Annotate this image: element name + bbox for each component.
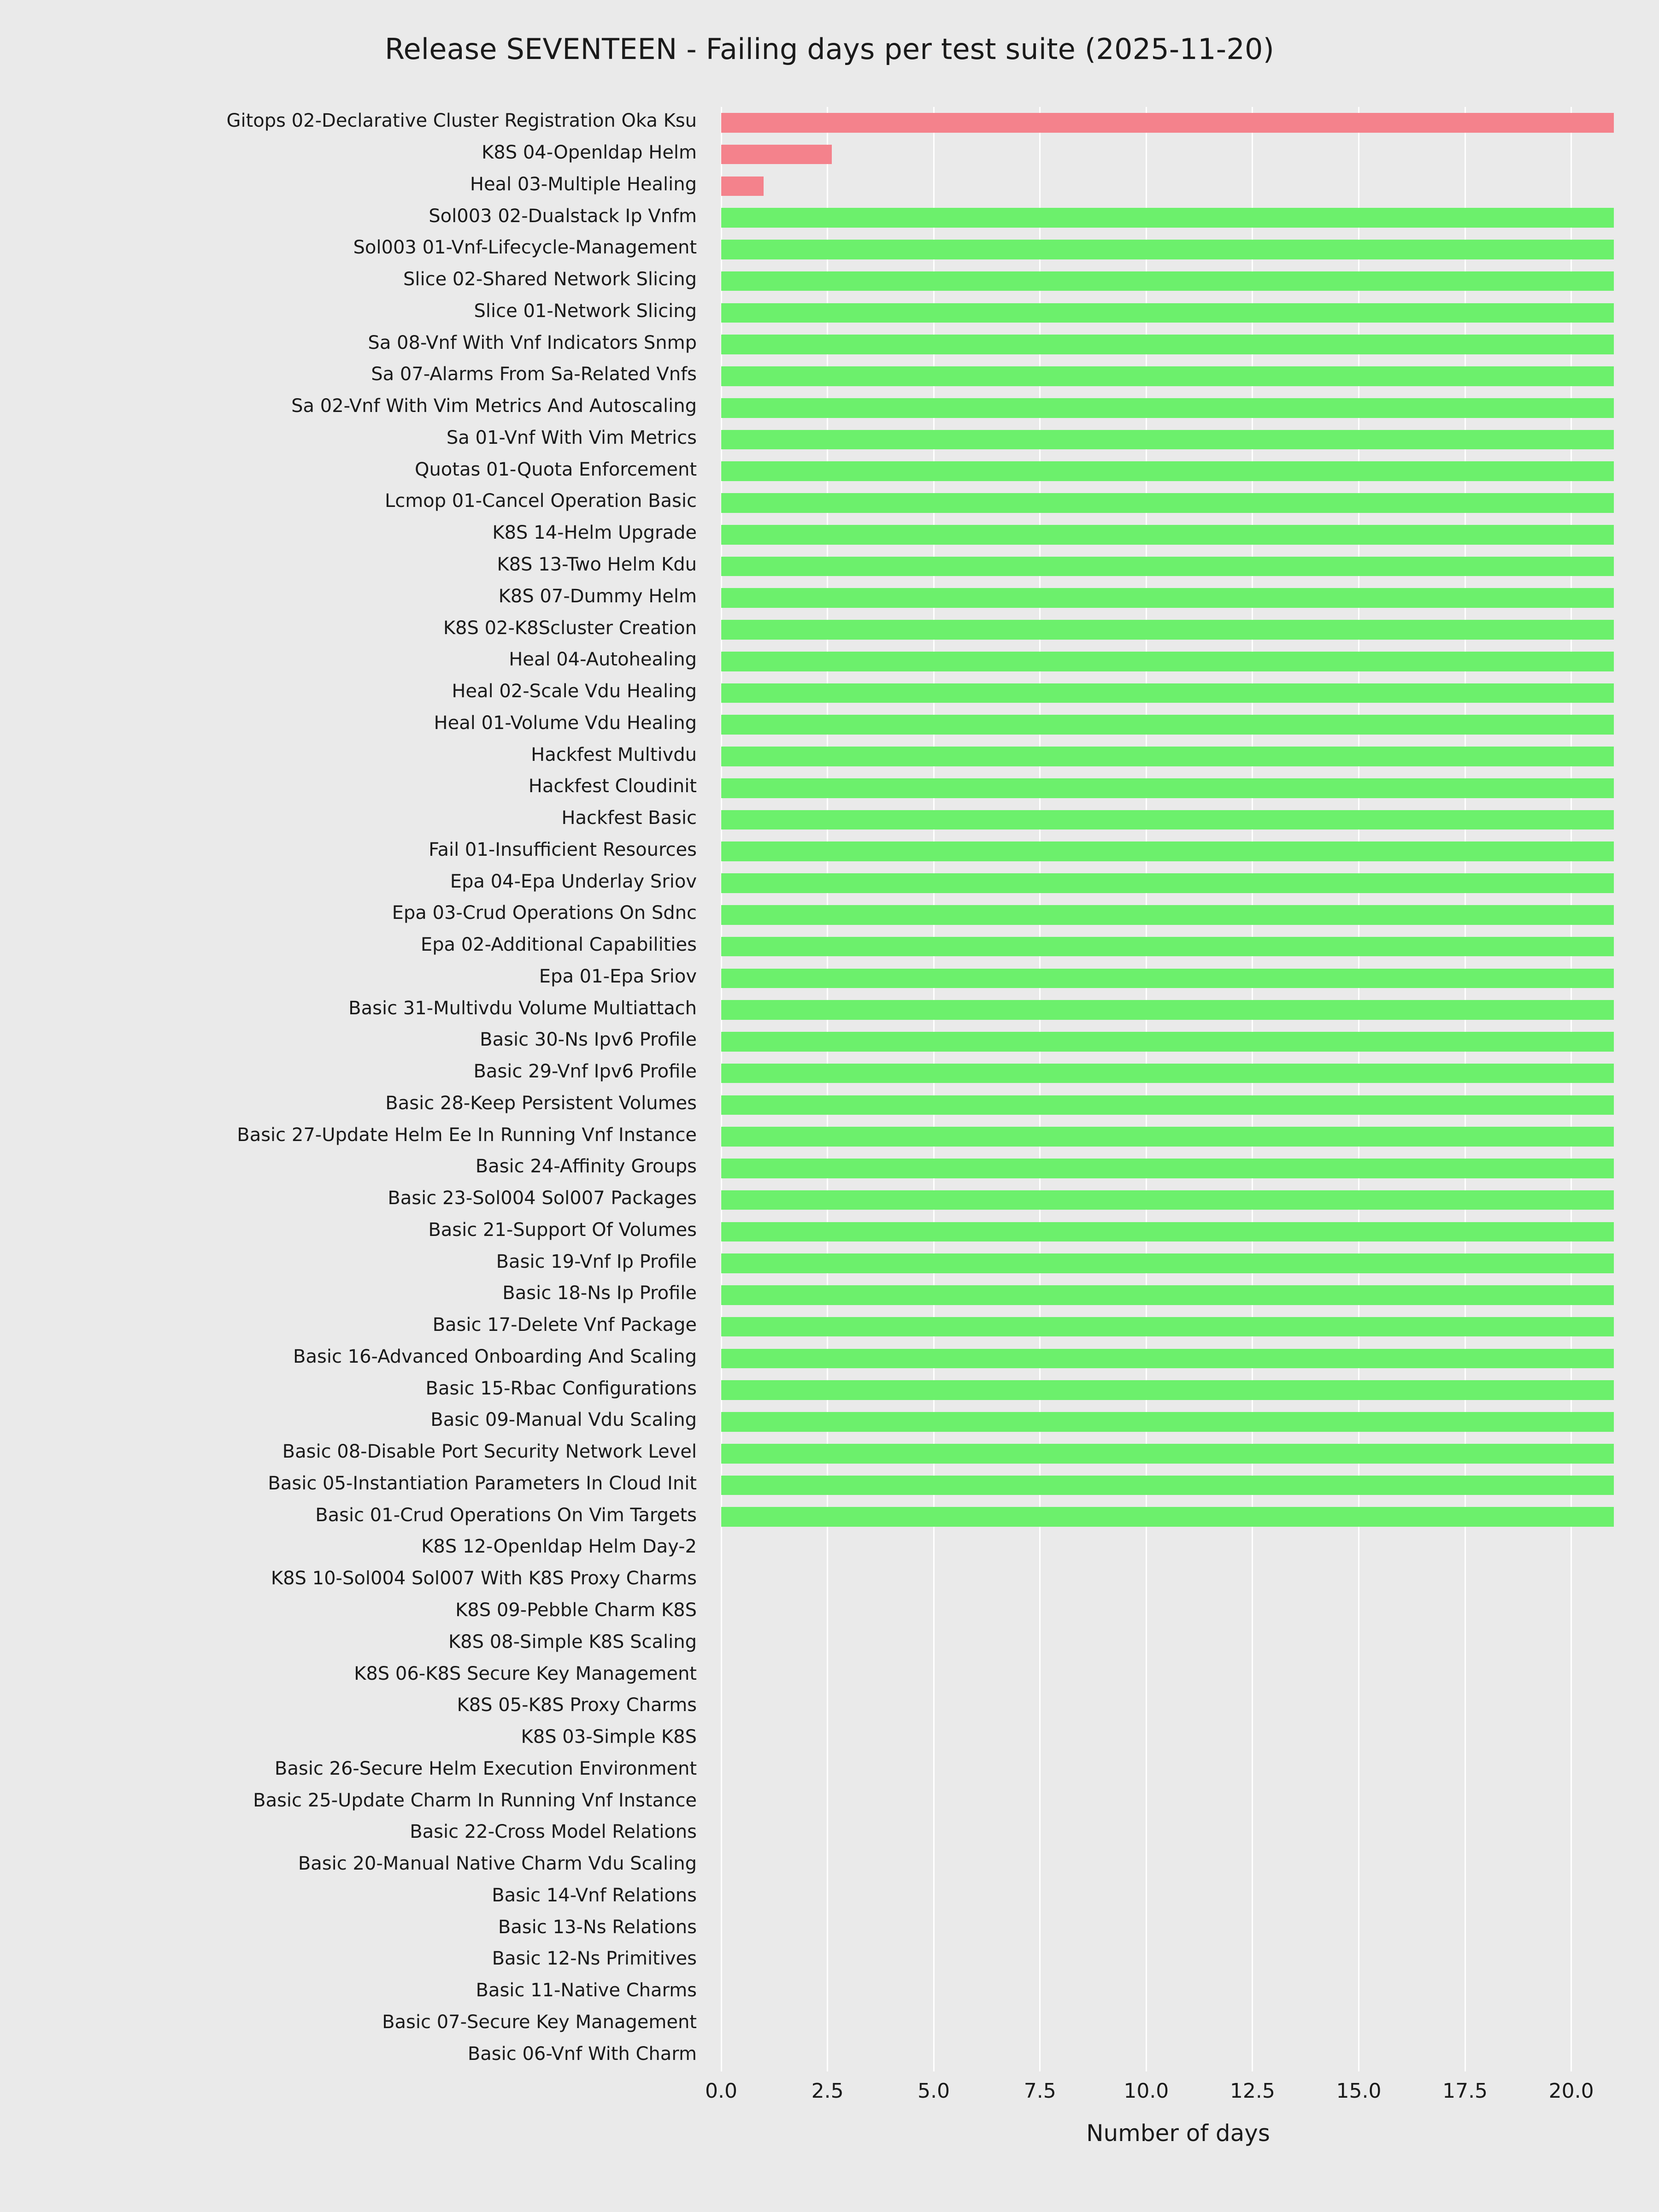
y-tick-label: Lcmop 01-Cancel Operation Basic (384, 490, 697, 512)
bar-row (721, 1539, 1635, 1559)
bar-row (721, 1285, 1635, 1305)
bar-row (721, 398, 1635, 418)
y-tick-label: Epa 02-Additional Capabilities (420, 934, 697, 956)
bar-row (721, 905, 1635, 925)
bar-row (721, 1665, 1635, 1685)
y-tick-label: Heal 04-Autohealing (509, 649, 697, 671)
y-tick-label: K8S 05-K8S Proxy Charms (457, 1694, 697, 1716)
bar (721, 1253, 1614, 1273)
y-tick-label: Basic 15-Rbac Configurations (425, 1377, 697, 1399)
bar (721, 1349, 1614, 1369)
bar-row (721, 1412, 1635, 1432)
y-tick-label: Basic 27-Update Helm Ee In Running Vnf Instance (237, 1124, 697, 1146)
bar (721, 1190, 1614, 1210)
bar-row (721, 1983, 1635, 2002)
bar-row (721, 525, 1635, 545)
bar-row (721, 1349, 1635, 1369)
bar-row (721, 113, 1635, 133)
bar-row (721, 588, 1635, 608)
bar (721, 208, 1614, 228)
bar (721, 937, 1614, 957)
bar (721, 620, 1614, 640)
bar (721, 1222, 1614, 1242)
x-tick-label: 0.0 (705, 2079, 737, 2103)
bar (721, 303, 1614, 323)
bar (721, 1444, 1614, 1464)
y-tick-label: K8S 02-K8Scluster Creation (443, 617, 697, 639)
bar (721, 810, 1614, 830)
y-tick-label: Sa 02-Vnf With Vim Metrics And Autoscaling (291, 395, 697, 417)
x-tick-label: 2.5 (811, 2079, 844, 2103)
bar-row (721, 176, 1635, 196)
y-tick-label: K8S 10-Sol004 Sol007 With K8S Proxy Charms (271, 1568, 697, 1589)
bar (721, 1380, 1614, 1400)
bar-row (721, 1476, 1635, 1495)
y-tick-label: Quotas 01-Quota Enforcement (414, 459, 697, 480)
bar-row (721, 461, 1635, 481)
bar-row (721, 1507, 1635, 1527)
bar-row (721, 683, 1635, 703)
bar-row (721, 969, 1635, 988)
y-tick-label: Basic 08-Disable Port Security Network Level (282, 1441, 697, 1463)
bar-row (721, 810, 1635, 830)
bar-row (721, 208, 1635, 228)
y-tick-label: Basic 11-Native Charms (476, 1980, 697, 2001)
bar (721, 841, 1614, 861)
y-tick-label: Basic 06-Vnf With Charm (467, 2043, 697, 2065)
x-tick-label: 20.0 (1548, 2079, 1594, 2103)
bar (721, 145, 832, 165)
bar-row (721, 2014, 1635, 2034)
y-tick-label: Basic 26-Secure Helm Execution Environment (274, 1758, 697, 1779)
y-tick-label: Slice 02-Shared Network Slicing (403, 269, 697, 290)
y-tick-label: Basic 23-Sol004 Sol007 Packages (388, 1188, 697, 1209)
bar-row (721, 1729, 1635, 1749)
y-tick-label: K8S 13-Two Helm Kdu (497, 553, 697, 575)
bar (721, 652, 1614, 671)
bar-row (721, 1888, 1635, 1907)
bar-row (721, 1919, 1635, 1939)
bar (721, 430, 1614, 450)
bar-row (721, 1127, 1635, 1147)
y-tick-label: Hackfest Cloudinit (528, 776, 697, 797)
chart-title: Release SEVENTEEN - Failing days per test suite (2025-11-20) (384, 32, 1275, 66)
y-tick-label: K8S 12-Openldap Helm Day-2 (421, 1536, 697, 1558)
y-tick-label: K8S 06-K8S Secure Key Management (354, 1663, 697, 1684)
bar-row (721, 1856, 1635, 1876)
y-tick-label: Basic 30-Ns Ipv6 Profile (480, 1029, 697, 1051)
bar-row (721, 1190, 1635, 1210)
y-tick-label: Basic 22-Cross Model Relations (410, 1821, 697, 1843)
bar-row (721, 557, 1635, 577)
bar-row (721, 715, 1635, 735)
y-tick-label: Basic 24-Affinity Groups (475, 1156, 697, 1177)
y-tick-label: Basic 17-Delete Vnf Package (432, 1314, 697, 1336)
bar-row (721, 620, 1635, 640)
y-tick-label: Heal 03-Multiple Healing (470, 173, 697, 195)
bar-row (721, 937, 1635, 957)
bar-row (721, 1760, 1635, 1780)
y-tick-label: Fail 01-Insufficient Resources (429, 839, 697, 860)
y-tick-label: Basic 09-Manual Vdu Scaling (430, 1409, 697, 1431)
bar-row (721, 1444, 1635, 1464)
y-tick-label: K8S 14-Helm Upgrade (492, 522, 697, 544)
bar-row (721, 430, 1635, 450)
bar (721, 1159, 1614, 1178)
y-tick-label: Epa 01-Epa Sriov (539, 965, 697, 987)
bar-row (721, 747, 1635, 766)
bar-row (721, 1571, 1635, 1590)
bar (721, 398, 1614, 418)
y-tick-label: Basic 18-Ns Ip Profile (502, 1282, 697, 1304)
y-tick-label: Basic 01-Crud Operations On Vim Targets (315, 1504, 697, 1526)
bar-row (721, 271, 1635, 291)
bar (721, 715, 1614, 735)
bar-row (721, 493, 1635, 513)
bar-row (721, 303, 1635, 323)
y-tick-label: Basic 20-Manual Native Charm Vdu Scaling (298, 1853, 697, 1875)
bar (721, 493, 1614, 513)
x-tick-label: 7.5 (1024, 2079, 1056, 2103)
bar-row (721, 1032, 1635, 1052)
y-tick-label: K8S 07-Dummy Helm (498, 585, 697, 607)
y-tick-label: Basic 14-Vnf Relations (492, 1884, 697, 1906)
y-tick-label: Basic 31-Multivdu Volume Multiattach (348, 997, 697, 1019)
bar (721, 778, 1614, 798)
bar (721, 176, 764, 196)
bar-row (721, 1380, 1635, 1400)
x-tick-label: 17.5 (1442, 2079, 1488, 2103)
bar-row (721, 778, 1635, 798)
y-tick-label: Heal 02-Scale Vdu Healing (452, 681, 697, 702)
bar (721, 271, 1614, 291)
bar-row (721, 366, 1635, 386)
y-tick-label: K8S 03-Simple K8S (521, 1726, 697, 1748)
bar (721, 683, 1614, 703)
y-tick-label: Basic 16-Advanced Onboarding And Scaling (293, 1346, 697, 1367)
y-tick-label: Sa 07-Alarms From Sa-Related Vnfs (371, 364, 697, 385)
y-tick-label: K8S 09-Pebble Charm K8S (455, 1600, 697, 1621)
bar (721, 1064, 1614, 1083)
y-tick-label: Basic 28-Keep Persistent Volumes (385, 1092, 697, 1114)
bar-series (721, 107, 1635, 2071)
bar-row (721, 1159, 1635, 1178)
bar (721, 747, 1614, 766)
bar-row (721, 2046, 1635, 2065)
x-tick-label: 5.0 (918, 2079, 950, 2103)
bar (721, 905, 1614, 925)
y-tick-label: K8S 04-Openldap Helm (482, 142, 697, 164)
bar-row (721, 1095, 1635, 1115)
y-axis-tick-labels (0, 107, 710, 2071)
y-tick-label: Sol003 01-Vnf-Lifecycle-Management (353, 237, 697, 259)
bar-row (721, 1697, 1635, 1717)
bar (721, 873, 1614, 893)
bar (721, 1412, 1614, 1432)
bar-row (721, 335, 1635, 354)
y-tick-label: Epa 04-Epa Underlay Sriov (450, 871, 697, 892)
bar (721, 1127, 1614, 1147)
x-tick-label: 12.5 (1230, 2079, 1275, 2103)
bar-row (721, 1602, 1635, 1622)
y-tick-label: Basic 25-Update Charm In Running Vnf Instance (253, 1789, 697, 1811)
bar-row (721, 1253, 1635, 1273)
y-tick-label: Gitops 02-Declarative Cluster Registration Oka Ksu (226, 110, 697, 132)
y-tick-label: Basic 13-Ns Relations (498, 1916, 697, 1938)
bar (721, 1317, 1614, 1337)
bar (721, 1000, 1614, 1020)
x-axis-tick-labels (705, 2079, 1635, 2107)
bar-row (721, 841, 1635, 861)
y-tick-label: Heal 01-Volume Vdu Healing (434, 712, 697, 734)
bar-row (721, 1634, 1635, 1653)
bar (721, 1285, 1614, 1305)
y-tick-label: Basic 12-Ns Primitives (492, 1948, 697, 1970)
y-tick-label: K8S 08-Simple K8S Scaling (448, 1631, 697, 1653)
y-tick-label: Basic 19-Vnf Ip Profile (496, 1251, 697, 1272)
y-tick-label: Sol003 02-Dualstack Ip Vnfm (429, 205, 697, 227)
bar (721, 366, 1614, 386)
y-tick-label: Slice 01-Network Slicing (474, 300, 697, 322)
bar-row (721, 1000, 1635, 1020)
y-tick-label: Sa 08-Vnf With Vnf Indicators Snmp (368, 332, 697, 353)
x-axis-title: Number of days (1086, 2120, 1270, 2147)
y-tick-label: Hackfest Basic (561, 807, 697, 829)
bar (721, 588, 1614, 608)
bar (721, 1095, 1614, 1115)
bar-row (721, 1792, 1635, 1812)
y-tick-label: Basic 07-Secure Key Management (382, 2011, 697, 2033)
y-tick-label: Basic 29-Vnf Ipv6 Profile (473, 1061, 697, 1082)
y-tick-label: Epa 03-Crud Operations On Sdnc (392, 902, 697, 924)
bar (721, 1476, 1614, 1495)
bar (721, 557, 1614, 577)
bar-row (721, 240, 1635, 259)
bar (721, 335, 1614, 354)
y-tick-label: Basic 05-Instantiation Parameters In Cloud Init (268, 1472, 697, 1494)
bar-row (721, 1951, 1635, 1971)
bar-row (721, 1317, 1635, 1337)
bar-row (721, 652, 1635, 671)
bar (721, 1507, 1614, 1527)
bar-row (721, 873, 1635, 893)
bar (721, 969, 1614, 988)
bar (721, 461, 1614, 481)
y-tick-label: Sa 01-Vnf With Vim Metrics (446, 427, 697, 448)
bar (721, 1032, 1614, 1052)
y-tick-label: Hackfest Multivdu (531, 744, 697, 765)
bar (721, 240, 1614, 259)
bar (721, 113, 1614, 133)
bar (721, 525, 1614, 545)
plot-area (721, 107, 1635, 2071)
y-tick-label: Basic 21-Support Of Volumes (428, 1219, 697, 1241)
x-tick-label: 15.0 (1336, 2079, 1382, 2103)
bar-row (721, 1064, 1635, 1083)
bar-row (721, 1222, 1635, 1242)
x-tick-label: 10.0 (1124, 2079, 1169, 2103)
bar-row (721, 1824, 1635, 1844)
bar-row (721, 145, 1635, 165)
